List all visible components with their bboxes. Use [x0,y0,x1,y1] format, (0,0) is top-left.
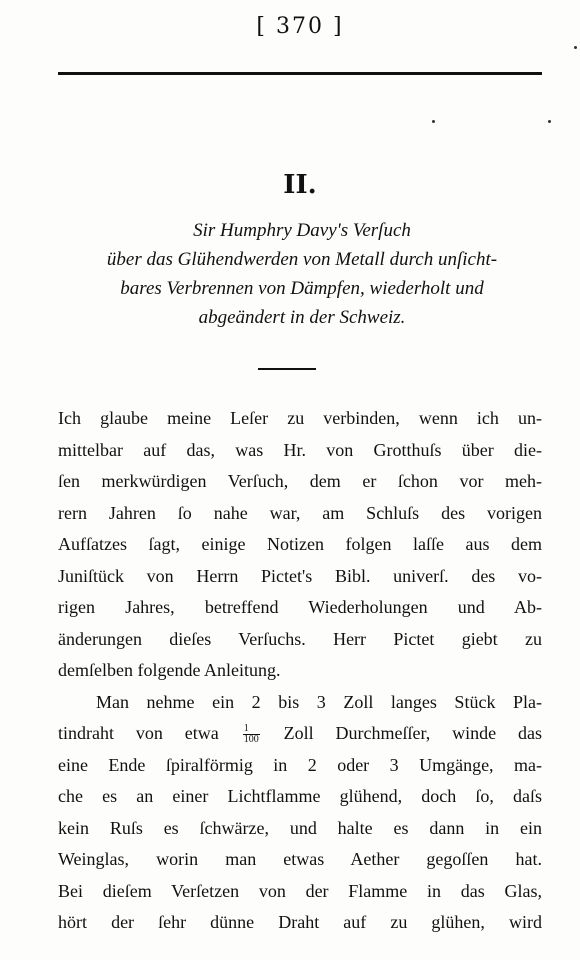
text-line: ſen merkwürdigen Verſuch, dem er ſchon vor meh- [58,471,542,491]
title-separator-rule [258,368,316,370]
text-fragment: tindraht von etwa [58,723,219,743]
text-line: mittelbar auf das, was Hr. von Grotthuſs über die- [58,439,542,460]
section-number: II. [283,170,317,200]
text-line: demſelben folgende Anleitung. [58,660,281,680]
text-line: Ich glaube meine Leſer zu verbinden, wenn ich un- [58,408,542,428]
text-line: rern Jahren ſo nahe war, am Schluſs des vorigen [58,502,542,523]
page-number: [ 370 ] [256,14,344,39]
text-line: che es an einer Lichtflamme glühend, doch ſo, daſs [58,786,542,806]
fraction-numerator: 1 [243,724,260,735]
article-title [60,216,544,332]
scan-speck [432,120,435,123]
header-rule [58,72,542,75]
title-line: Sir Humphry Davy's Verſuch [193,220,411,241]
text-line: Man nehme ein 2 bis 3 Zoll langes Stück Pla- [96,691,542,712]
fraction-denominator: 100 [243,734,259,746]
scan-speck [548,120,551,123]
fraction [243,724,260,745]
text-fragment: Zoll Durchmeſſer, winde das [283,723,543,743]
text-line: Bei dieſem Verſetzen von der Flamme in das Glas, [58,880,542,901]
text-line: eine Ende ſpiralförmig in 2 oder 3 Umgänge, ma- [58,754,542,775]
text-line: hört der ſehr dünne Draht auf zu glühen, wird [58,912,542,932]
text-line: Weinglas, worin man etwas Aether gegoſſen hat. [58,849,542,869]
scan-speck [574,46,577,49]
text-line: änderungen dieſes Verſuchs. Herr Pictet giebt zu [58,628,542,649]
text-line: rigen Jahres, betreffend Wiederholungen und Ab- [58,597,542,617]
text-line-with-fraction [58,718,542,750]
text-line: kein Ruſs es ſchwärze, und halte es dann in ein [58,817,542,838]
title-line: bares Verbrennen von Dämpfen, wiederholt und [120,278,484,299]
title-line: über das Glühendwerden von Metall durch unſicht- [106,249,498,270]
text-line: Aufſatzes ſagt, einige Notizen folgen laſſe aus dem [58,534,542,554]
body-text [58,403,542,939]
text-line: Juniſtück von Herrn Pictet's Bibl. univerſ. des vo- [58,565,542,586]
title-line: abgeändert in der Schweiz. [198,307,406,328]
